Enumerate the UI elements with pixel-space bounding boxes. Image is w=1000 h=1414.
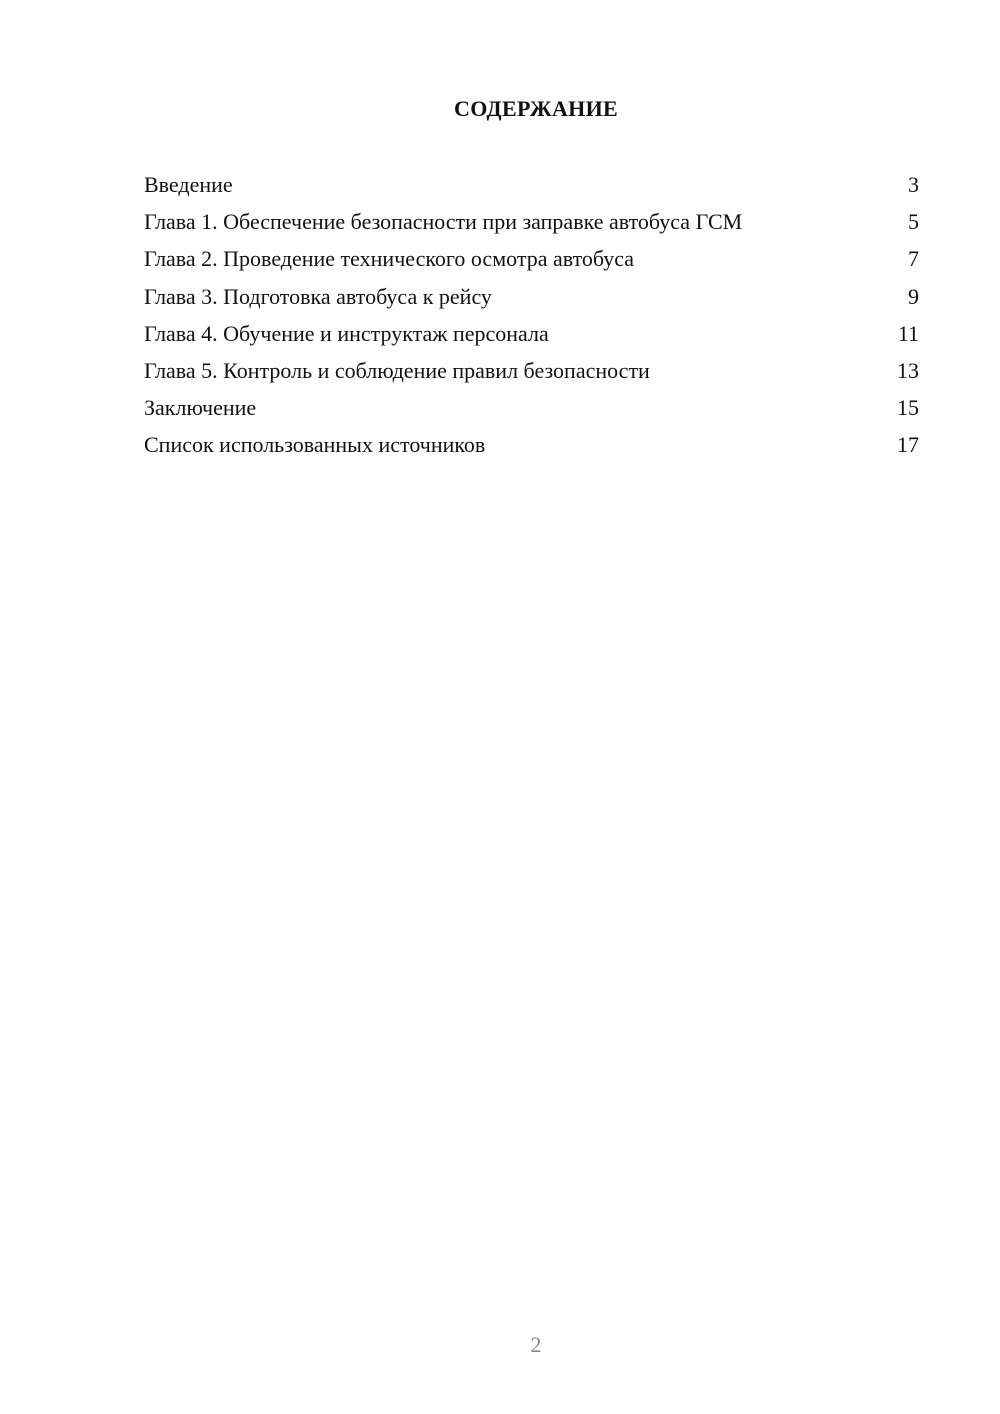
table-of-contents [144,168,919,466]
toc-entry-chapter-5[interactable] [144,354,919,391]
toc-entry-page: 17 [897,432,919,458]
page-title: СОДЕРЖАНИЕ [454,96,618,121]
toc-entry-label: Список использованных источников [144,432,486,458]
toc-entry-label: Глава 5. Контроль и соблюдение правил безопасности [144,357,650,383]
toc-entry-page: 13 [897,357,919,383]
toc-entry-label: Глава 3. Подготовка автобуса к рейсу [144,283,492,309]
toc-entry-page: 5 [908,209,919,235]
toc-entry-label: Введение [144,172,233,197]
toc-entry-label: Заключение [144,395,257,421]
toc-entry-chapter-4[interactable] [144,317,919,354]
toc-entry-label: Глава 2. Проведение технического осмотра автобуса [144,246,635,272]
toc-entry-page: 3 [908,172,919,197]
page-number: 2 [530,1332,542,1357]
toc-entry-chapter-3[interactable] [144,280,919,317]
toc-entry-page: 15 [897,395,919,421]
toc-entry-introduction[interactable] [144,168,919,205]
toc-entry-page: 9 [908,283,919,309]
toc-entry-conclusion[interactable] [144,391,919,428]
toc-entry-label: Глава 1. Обеспечение безопасности при заправке автобуса ГСМ [144,209,743,235]
toc-entry-page: 11 [897,320,919,346]
toc-entry-page: 7 [908,246,919,272]
toc-entry-chapter-2[interactable] [144,242,919,279]
toc-entry-references[interactable] [144,428,919,465]
toc-entry-label: Глава 4. Обучение и инструктаж персонала [144,320,549,346]
toc-entry-chapter-1[interactable] [144,205,919,242]
